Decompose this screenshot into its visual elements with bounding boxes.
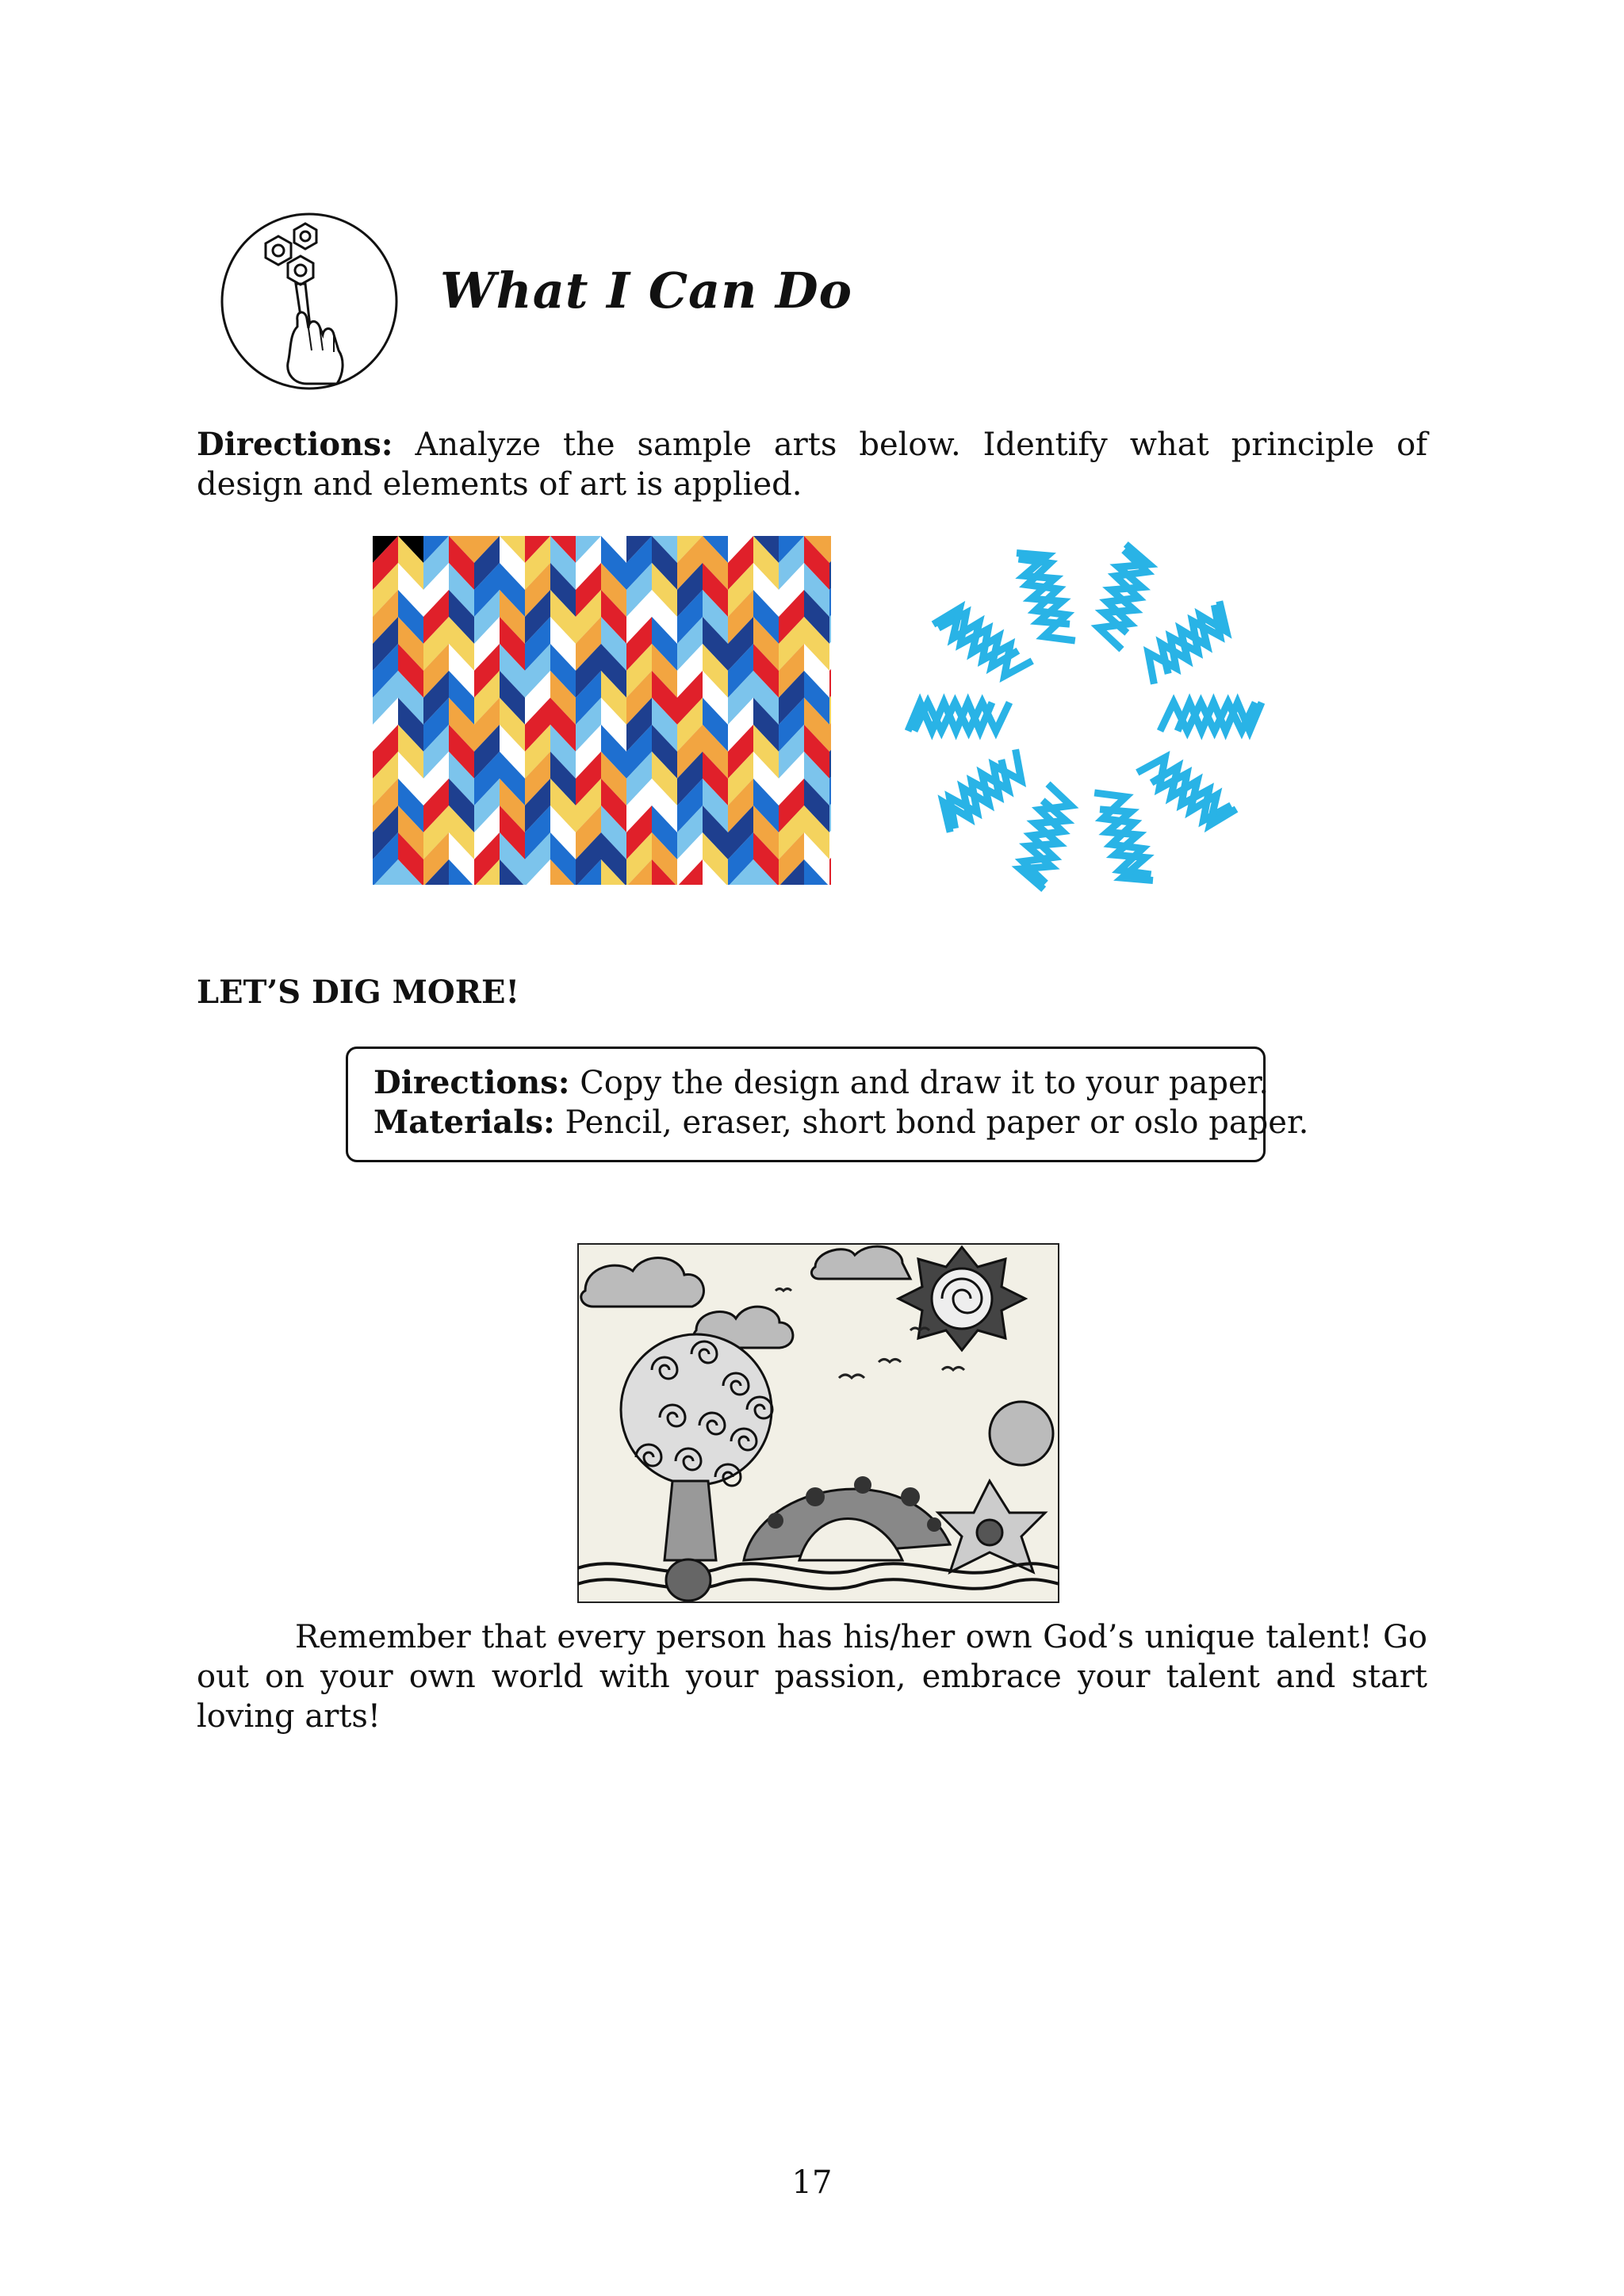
closing-paragraph: [197, 1617, 1427, 1736]
zigzag-radial-svg: [888, 536, 1281, 897]
directions-text: Analyze the sample arts below. Identify what principle of design and elements of art is applied.: [197, 427, 1427, 503]
zigzag-arm: [1151, 767, 1236, 825]
directions-materials-box: [346, 1047, 1309, 1162]
doodle-landscape-image: [577, 1243, 1059, 1603]
lets-dig-more-heading: LET’S DIG MORE!: [197, 974, 520, 1011]
chevron-pattern-image: [373, 536, 831, 885]
box-materials-line: [373, 1103, 1309, 1142]
hand-holding-wrench-and-nuts-icon: [218, 208, 400, 390]
box-materials-text: Pencil, eraser, short bond paper or oslo paper.: [565, 1104, 1309, 1141]
box-directions-text: Copy the design and draw it to your paper.: [580, 1065, 1270, 1101]
directions-label: Directions:: [197, 426, 393, 463]
directions-paragraph: [197, 425, 1427, 504]
chevron-stripe: [829, 536, 831, 563]
box-directions-label: Directions:: [373, 1064, 570, 1101]
zigzag-arm: [933, 608, 1018, 667]
doodle-landscape-svg: [577, 1243, 1059, 1603]
section-title: What I Can Do: [440, 262, 852, 320]
zigzag-radial-image: [888, 536, 1281, 897]
page-number: 17: [791, 2164, 833, 2201]
box-materials-label: Materials:: [373, 1104, 555, 1141]
closing-text: Remember that every person has his/her own God’s unique talent! Go out on your own world with your passion, embrace your talent and start loving arts!: [197, 1619, 1427, 1735]
section-icon: [218, 208, 400, 390]
box-directions-line: [373, 1063, 1270, 1103]
chevron-pattern-svg: [373, 536, 831, 885]
